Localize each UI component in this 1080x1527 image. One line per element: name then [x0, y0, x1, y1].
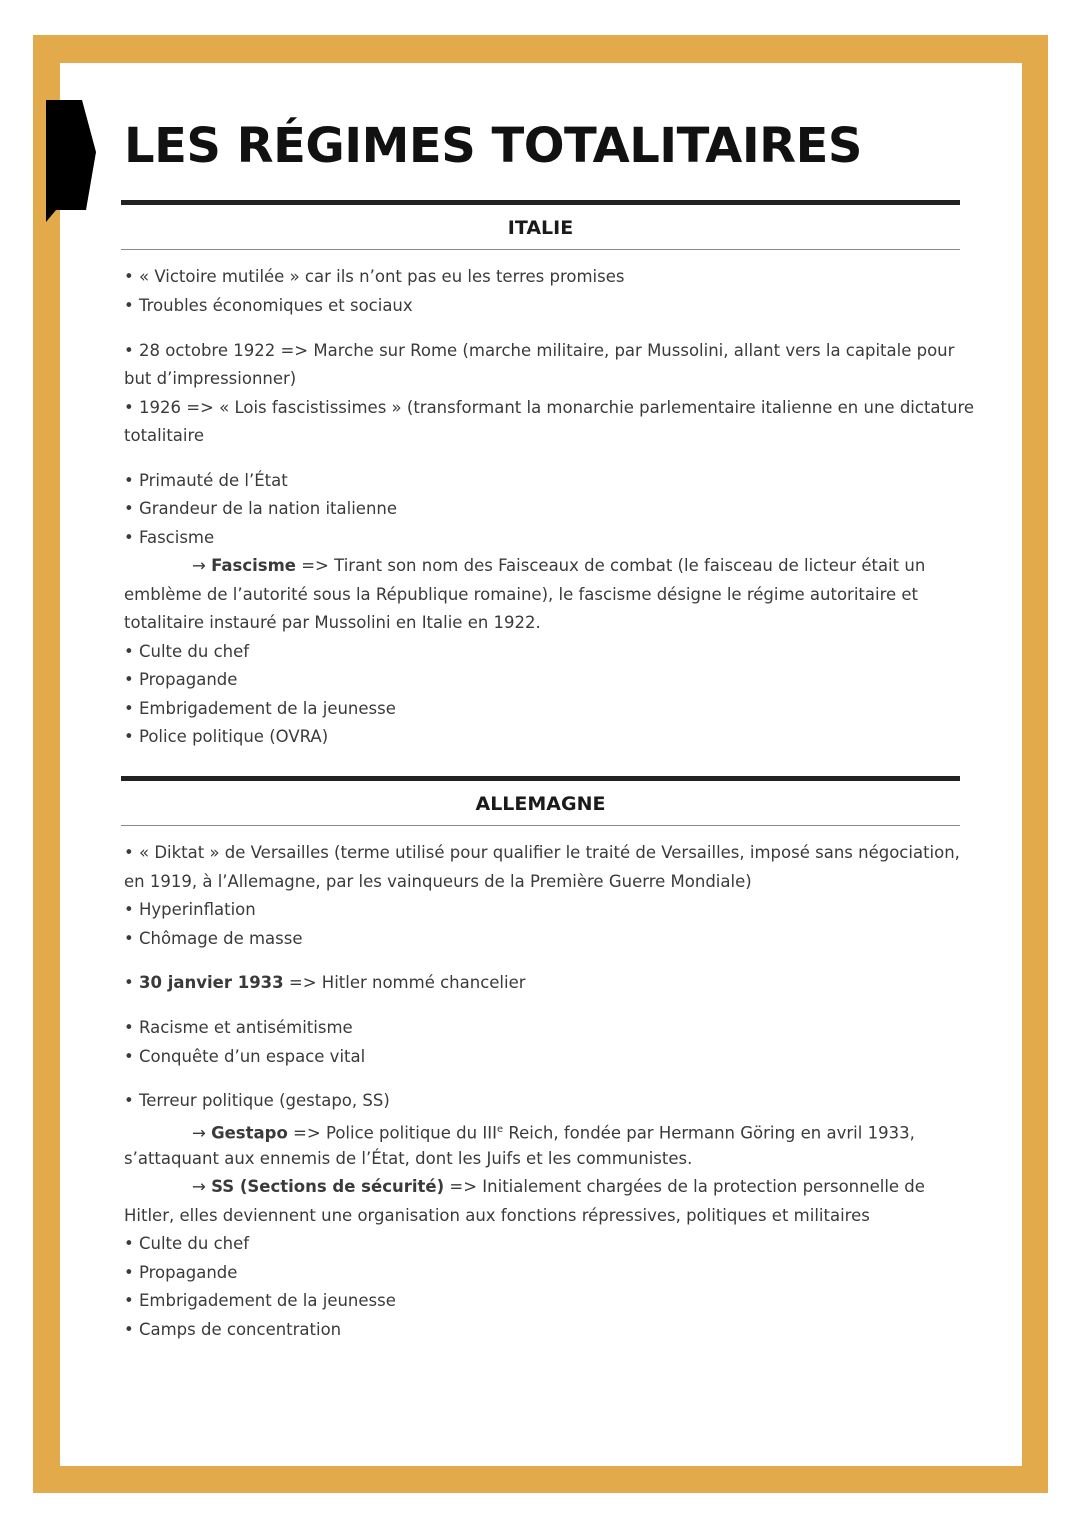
definition-text: Reich, fondée par Hermann Göring en avril 1933, — [503, 1123, 915, 1143]
list-item: • Culte du chef — [124, 1234, 250, 1253]
definition-term: Gestapo — [211, 1123, 288, 1143]
list-item: • Fascisme — [124, 528, 215, 547]
list-item: • Grandeur de la nation italienne — [124, 499, 398, 518]
list-item: • Culte du chef — [124, 642, 250, 661]
list-item: • Troubles économiques et sociaux — [124, 296, 413, 315]
definition-continuation: Hitler, elles deviennent une organisation aux fonctions répressives, politiques et militaires — [124, 1206, 870, 1225]
list-item: • Conquête d’un espace vital — [124, 1047, 366, 1066]
list-item: • Embrigadement de la jeunesse — [124, 699, 396, 718]
list-item-continuation: en 1919, à l’Allemagne, par les vainqueurs de la Première Guerre Mondiale) — [124, 872, 752, 891]
title-underline — [121, 200, 960, 205]
list-item: • Racisme et antisémitisme — [124, 1018, 353, 1037]
definition-term: Fascisme — [211, 556, 296, 575]
list-item: • 28 octobre 1922 => Marche sur Rome (marche militaire, par Mussolini, allant vers la capitale pour — [124, 341, 955, 360]
definition-term: SS (Sections de sécurité) — [211, 1177, 445, 1196]
list-item-text: => Hitler nommé chancelier — [283, 973, 526, 992]
section-heading-allemagne: ALLEMAGNE — [475, 793, 606, 815]
definition-text: => Tirant son nom des Faisceaux de combat (le faisceau de licteur était un — [295, 556, 926, 575]
section-rule — [121, 776, 960, 781]
list-item: • Camps de concentration — [124, 1320, 342, 1339]
list-item: • Terreur politique (gestapo, SS) — [124, 1091, 390, 1110]
list-item: • Hyperinflation — [124, 900, 256, 919]
list-item-continuation: totalitaire — [124, 426, 205, 445]
list-item: • 1926 => « Lois fascistissimes » (transformant la monarchie parlementaire italienne en une dictature — [124, 398, 975, 417]
definition-continuation: emblème de l’autorité sous la République romaine), le fascisme désigne le régime autoritaire et — [124, 585, 919, 604]
definition-line — [192, 1116, 1028, 1148]
list-item: • Primauté de l’État — [124, 471, 288, 490]
definition-line — [192, 1173, 1028, 1201]
list-item: • Embrigadement de la jeunesse — [124, 1291, 396, 1310]
page-title: LES RÉGIMES TOTALITAIRES — [124, 118, 862, 174]
title-marker-shape — [46, 100, 96, 222]
list-item: • Chômage de masse — [124, 929, 303, 948]
list-item: • Police politique (OVRA) — [124, 727, 329, 746]
definition-line — [192, 552, 1028, 580]
definition-continuation: totalitaire instauré par Mussolini en Italie en 1922. — [124, 613, 541, 632]
section-heading-italie: ITALIE — [507, 217, 574, 239]
list-item: • « Diktat » de Versailles (terme utilisé pour qualifier le traité de Versailles, imposé sans négociation, — [124, 843, 960, 862]
bullet: • — [124, 973, 139, 992]
section-divider — [121, 249, 960, 250]
definition-continuation: s’attaquant aux ennemis de l’État, dont les Juifs et les communistes. — [124, 1149, 693, 1168]
section-divider — [121, 825, 960, 826]
definition-text: => Police politique du III — [287, 1123, 497, 1143]
list-item-continuation: but d’impressionner) — [124, 369, 297, 388]
arrow-icon: → — [192, 1123, 212, 1143]
list-item — [124, 969, 960, 997]
definition-text: => Initialement chargées de la protection personnelle de — [444, 1177, 925, 1196]
superscript: e — [496, 1124, 504, 1135]
list-item: • Propagande — [124, 1263, 238, 1282]
arrow-icon: → — [192, 556, 212, 575]
list-item: • Propagande — [124, 670, 238, 689]
arrow-icon: → — [192, 1177, 212, 1196]
key-date: 30 janvier 1933 — [138, 973, 284, 992]
list-item: • « Victoire mutilée » car ils n’ont pas eu les terres promises — [124, 267, 625, 286]
